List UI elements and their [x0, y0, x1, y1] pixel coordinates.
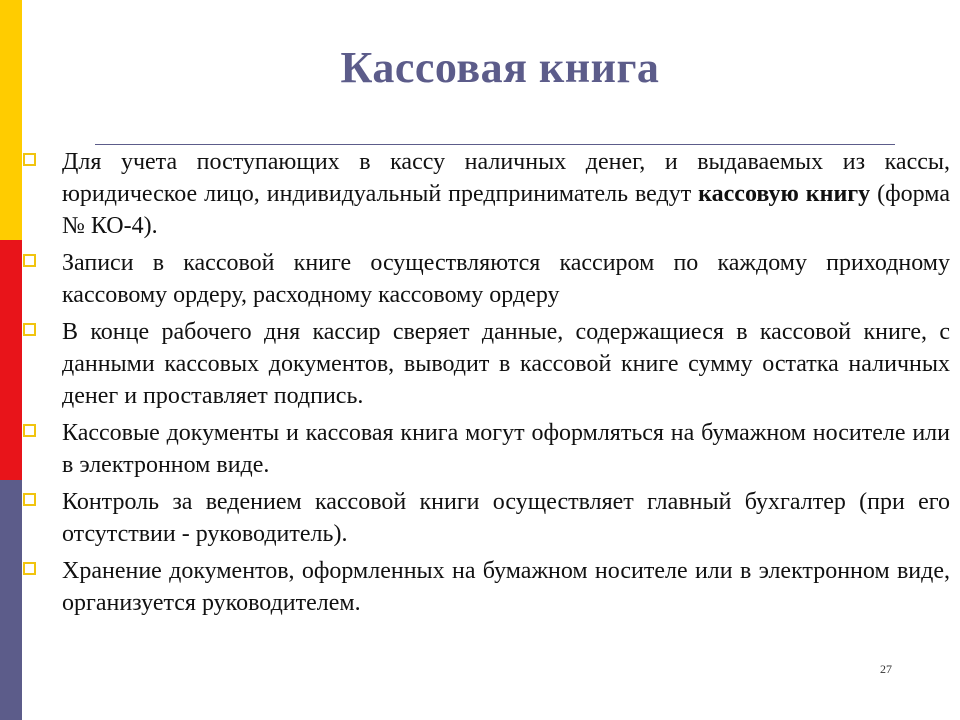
- square-bullet-icon: [23, 153, 36, 166]
- square-bullet-icon: [23, 424, 36, 437]
- square-bullet-icon: [23, 323, 36, 336]
- bullet-1-text-b: (форма № КО-4).: [62, 181, 950, 239]
- bullet-list: [62, 146, 950, 624]
- side-bar-slate: [0, 480, 22, 720]
- square-bullet-icon: [23, 254, 36, 267]
- bullet-6-text: Хранение документов, оформленных на бумажном носителе или в электронном виде, организуется руководителем.: [62, 558, 950, 616]
- bullet-1-text-a: Для учета поступающих в кассу наличных денег, и выдаваемых из кассы, юридическое лицо, индивидуальный предприниматель ведут: [62, 149, 950, 207]
- bullet-item-5: [62, 486, 950, 550]
- bullet-item-6: [62, 555, 950, 619]
- bullet-item-3: [62, 316, 950, 412]
- title-divider: [95, 144, 895, 145]
- side-bar-red: [0, 240, 22, 480]
- page-number: 27: [880, 662, 892, 676]
- bullet-5-text: Контроль за ведением кассовой книги осуществляет главный бухгалтер (при его отсутствии - руководитель).: [62, 489, 950, 547]
- bullet-2-text: Записи в кассовой книге осуществляются кассиром по каждому приходному кассовому ордеру, расходному кассовому ордеру: [62, 250, 950, 308]
- slide-title: Кассовая книга: [340, 43, 660, 92]
- bullet-1-emphasis: кассовую книгу: [698, 181, 871, 207]
- square-bullet-icon: [23, 562, 36, 575]
- side-bar-yellow: [0, 0, 22, 240]
- bullet-item-1: [62, 146, 950, 242]
- bullet-3-text: В конце рабочего дня кассир сверяет данные, содержащиеся в кассовой книге, с данными кассовых документов, выводит в кассовой книге сумму остатка наличных денег и проставляет подпись.: [62, 319, 950, 409]
- square-bullet-icon: [23, 493, 36, 506]
- bullet-item-4: [62, 417, 950, 481]
- bullet-item-2: [62, 247, 950, 311]
- bullet-4-text: Кассовые документы и кассовая книга могут оформляться на бумажном носителе или в электронном виде.: [62, 420, 950, 478]
